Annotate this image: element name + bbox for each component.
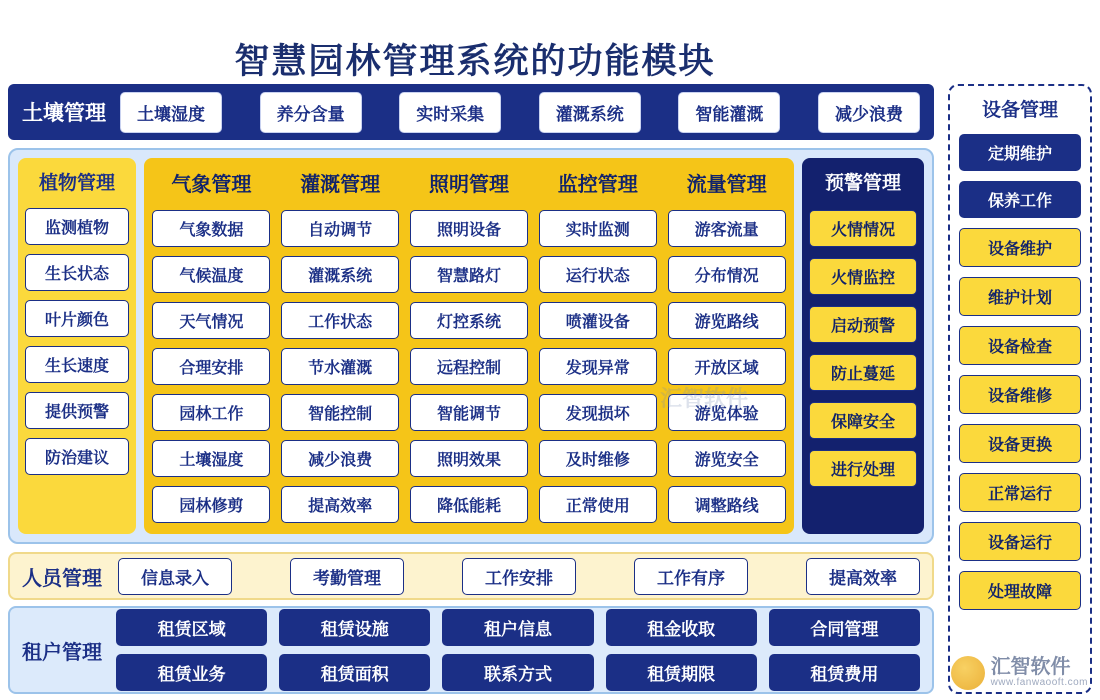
soil-management-title: 土壤管理 bbox=[22, 102, 106, 125]
warning-item[interactable]: 防止蔓延 bbox=[809, 354, 917, 391]
category-item[interactable]: 开放区域 bbox=[668, 348, 786, 385]
tenant-item[interactable]: 租赁设施 bbox=[279, 609, 430, 646]
plant-management-title: 植物管理 bbox=[38, 173, 115, 194]
tenant-item[interactable]: 租赁区域 bbox=[116, 609, 267, 646]
category-item[interactable]: 园林工作 bbox=[152, 394, 270, 431]
device-item[interactable]: 设备维修 bbox=[959, 375, 1081, 414]
staff-item[interactable]: 信息录入 bbox=[118, 558, 232, 595]
plant-item[interactable]: 防治建议 bbox=[25, 438, 129, 475]
category-item[interactable]: 合理安排 bbox=[152, 348, 270, 385]
category-item[interactable]: 灌溉系统 bbox=[281, 256, 399, 293]
category-item[interactable]: 自动调节 bbox=[281, 210, 399, 247]
category-item[interactable]: 运行状态 bbox=[539, 256, 657, 293]
staff-item[interactable]: 提高效率 bbox=[806, 558, 920, 595]
soil-item[interactable]: 养分含量 bbox=[260, 92, 362, 133]
device-item[interactable]: 维护计划 bbox=[959, 277, 1081, 316]
irrigation-management-column bbox=[279, 166, 402, 526]
device-item[interactable]: 设备更换 bbox=[959, 424, 1081, 463]
category-item[interactable]: 灯控系统 bbox=[410, 302, 528, 339]
category-item[interactable]: 智慧路灯 bbox=[410, 256, 528, 293]
plant-item[interactable]: 生长速度 bbox=[25, 346, 129, 383]
column-title: 灌溉管理 bbox=[300, 174, 381, 196]
category-item[interactable]: 照明效果 bbox=[410, 440, 528, 477]
category-item[interactable]: 分布情况 bbox=[668, 256, 786, 293]
soil-item[interactable]: 智能灌溉 bbox=[678, 92, 780, 133]
lighting-management-column bbox=[408, 166, 531, 526]
soil-item[interactable]: 减少浪费 bbox=[818, 92, 920, 133]
device-item[interactable]: 设备检查 bbox=[959, 326, 1081, 365]
staff-management-section bbox=[8, 552, 934, 600]
plant-management-column bbox=[18, 158, 136, 534]
tenant-management-items bbox=[116, 609, 920, 691]
warning-item[interactable]: 保障安全 bbox=[809, 402, 917, 439]
device-item[interactable]: 处理故障 bbox=[959, 571, 1081, 610]
staff-item[interactable]: 工作有序 bbox=[634, 558, 748, 595]
plant-item[interactable]: 生长状态 bbox=[25, 254, 129, 291]
category-item[interactable]: 土壤湿度 bbox=[152, 440, 270, 477]
category-item[interactable]: 工作状态 bbox=[281, 302, 399, 339]
category-item[interactable]: 喷灌设备 bbox=[539, 302, 657, 339]
category-item[interactable]: 园林修剪 bbox=[152, 486, 270, 523]
brand-name: 汇智软件 bbox=[990, 656, 1071, 679]
category-item[interactable]: 游览安全 bbox=[668, 440, 786, 477]
page-title: 智慧园林管理系统的功能模块 bbox=[234, 42, 716, 82]
plant-item[interactable]: 提供预警 bbox=[25, 392, 129, 429]
column-title: 气象管理 bbox=[171, 174, 252, 196]
category-item[interactable]: 远程控制 bbox=[410, 348, 528, 385]
staff-item[interactable]: 工作安排 bbox=[462, 558, 576, 595]
warning-item[interactable]: 进行处理 bbox=[809, 450, 917, 487]
device-item[interactable]: 保养工作 bbox=[959, 181, 1081, 218]
category-item[interactable]: 节水灌溉 bbox=[281, 348, 399, 385]
staff-management-title: 人员管理 bbox=[22, 567, 102, 590]
soil-item[interactable]: 灌溉系统 bbox=[539, 92, 641, 133]
category-item[interactable]: 照明设备 bbox=[410, 210, 528, 247]
category-item[interactable]: 及时维修 bbox=[539, 440, 657, 477]
category-item[interactable]: 降低能耗 bbox=[410, 486, 528, 523]
tenant-item[interactable]: 合同管理 bbox=[769, 609, 920, 646]
device-item[interactable]: 定期维护 bbox=[959, 134, 1081, 171]
brand-url: www.fanwaooft.com bbox=[990, 677, 1088, 689]
category-item[interactable]: 气象数据 bbox=[152, 210, 270, 247]
soil-item[interactable]: 土壤湿度 bbox=[120, 92, 222, 133]
staff-management-items bbox=[118, 558, 920, 595]
warning-item[interactable]: 火情情况 bbox=[809, 210, 917, 247]
tenant-management-title: 租户管理 bbox=[22, 641, 102, 664]
category-item[interactable]: 调整路线 bbox=[668, 486, 786, 523]
center-watermark: 汇智软件 bbox=[660, 386, 749, 411]
tenant-management-section bbox=[8, 606, 934, 694]
warning-management-title: 预警管理 bbox=[824, 173, 901, 194]
tenant-item[interactable]: 联系方式 bbox=[442, 654, 593, 691]
warning-item[interactable]: 火情监控 bbox=[809, 258, 917, 295]
category-item[interactable]: 发现损坏 bbox=[539, 394, 657, 431]
tenant-item[interactable]: 租金收取 bbox=[606, 609, 757, 646]
category-item[interactable]: 提高效率 bbox=[281, 486, 399, 523]
category-columns bbox=[144, 158, 794, 534]
staff-item[interactable]: 考勤管理 bbox=[290, 558, 404, 595]
category-item[interactable]: 智能调节 bbox=[410, 394, 528, 431]
category-item[interactable]: 发现异常 bbox=[539, 348, 657, 385]
column-title: 监控管理 bbox=[557, 174, 638, 196]
category-item[interactable]: 正常使用 bbox=[539, 486, 657, 523]
tenant-item[interactable]: 租赁期限 bbox=[606, 654, 757, 691]
device-item[interactable]: 正常运行 bbox=[959, 473, 1081, 512]
tenant-item[interactable]: 租赁费用 bbox=[769, 654, 920, 691]
category-item[interactable]: 游览体验 bbox=[668, 394, 786, 431]
weather-management-column bbox=[150, 166, 273, 526]
category-item[interactable]: 减少浪费 bbox=[281, 440, 399, 477]
monitoring-management-column bbox=[536, 166, 659, 526]
warning-management-column bbox=[802, 158, 924, 534]
column-title: 照明管理 bbox=[428, 174, 509, 196]
device-management-column bbox=[948, 84, 1092, 694]
plant-item[interactable]: 叶片颜色 bbox=[25, 300, 129, 337]
category-item[interactable]: 气候温度 bbox=[152, 256, 270, 293]
device-item[interactable]: 设备运行 bbox=[959, 522, 1081, 561]
category-item[interactable]: 实时监测 bbox=[539, 210, 657, 247]
main-modules-panel bbox=[8, 148, 934, 544]
category-item[interactable]: 天气情况 bbox=[152, 302, 270, 339]
plant-item[interactable]: 监测植物 bbox=[25, 208, 129, 245]
category-item[interactable]: 游览路线 bbox=[668, 302, 786, 339]
category-item[interactable]: 游客流量 bbox=[668, 210, 786, 247]
soil-management-section bbox=[8, 84, 934, 140]
device-item[interactable]: 设备维护 bbox=[959, 228, 1081, 267]
tenant-item[interactable]: 租赁面积 bbox=[279, 654, 430, 691]
soil-item[interactable]: 实时采集 bbox=[399, 92, 501, 133]
warning-item[interactable]: 启动预警 bbox=[809, 306, 917, 343]
tenant-item[interactable]: 租赁业务 bbox=[116, 654, 267, 691]
flow-management-column bbox=[665, 166, 788, 526]
column-title: 流量管理 bbox=[686, 174, 767, 196]
soil-management-items bbox=[120, 92, 920, 133]
tenant-item[interactable]: 租户信息 bbox=[442, 609, 593, 646]
device-management-title: 设备管理 bbox=[981, 100, 1058, 121]
category-item[interactable]: 智能控制 bbox=[281, 394, 399, 431]
